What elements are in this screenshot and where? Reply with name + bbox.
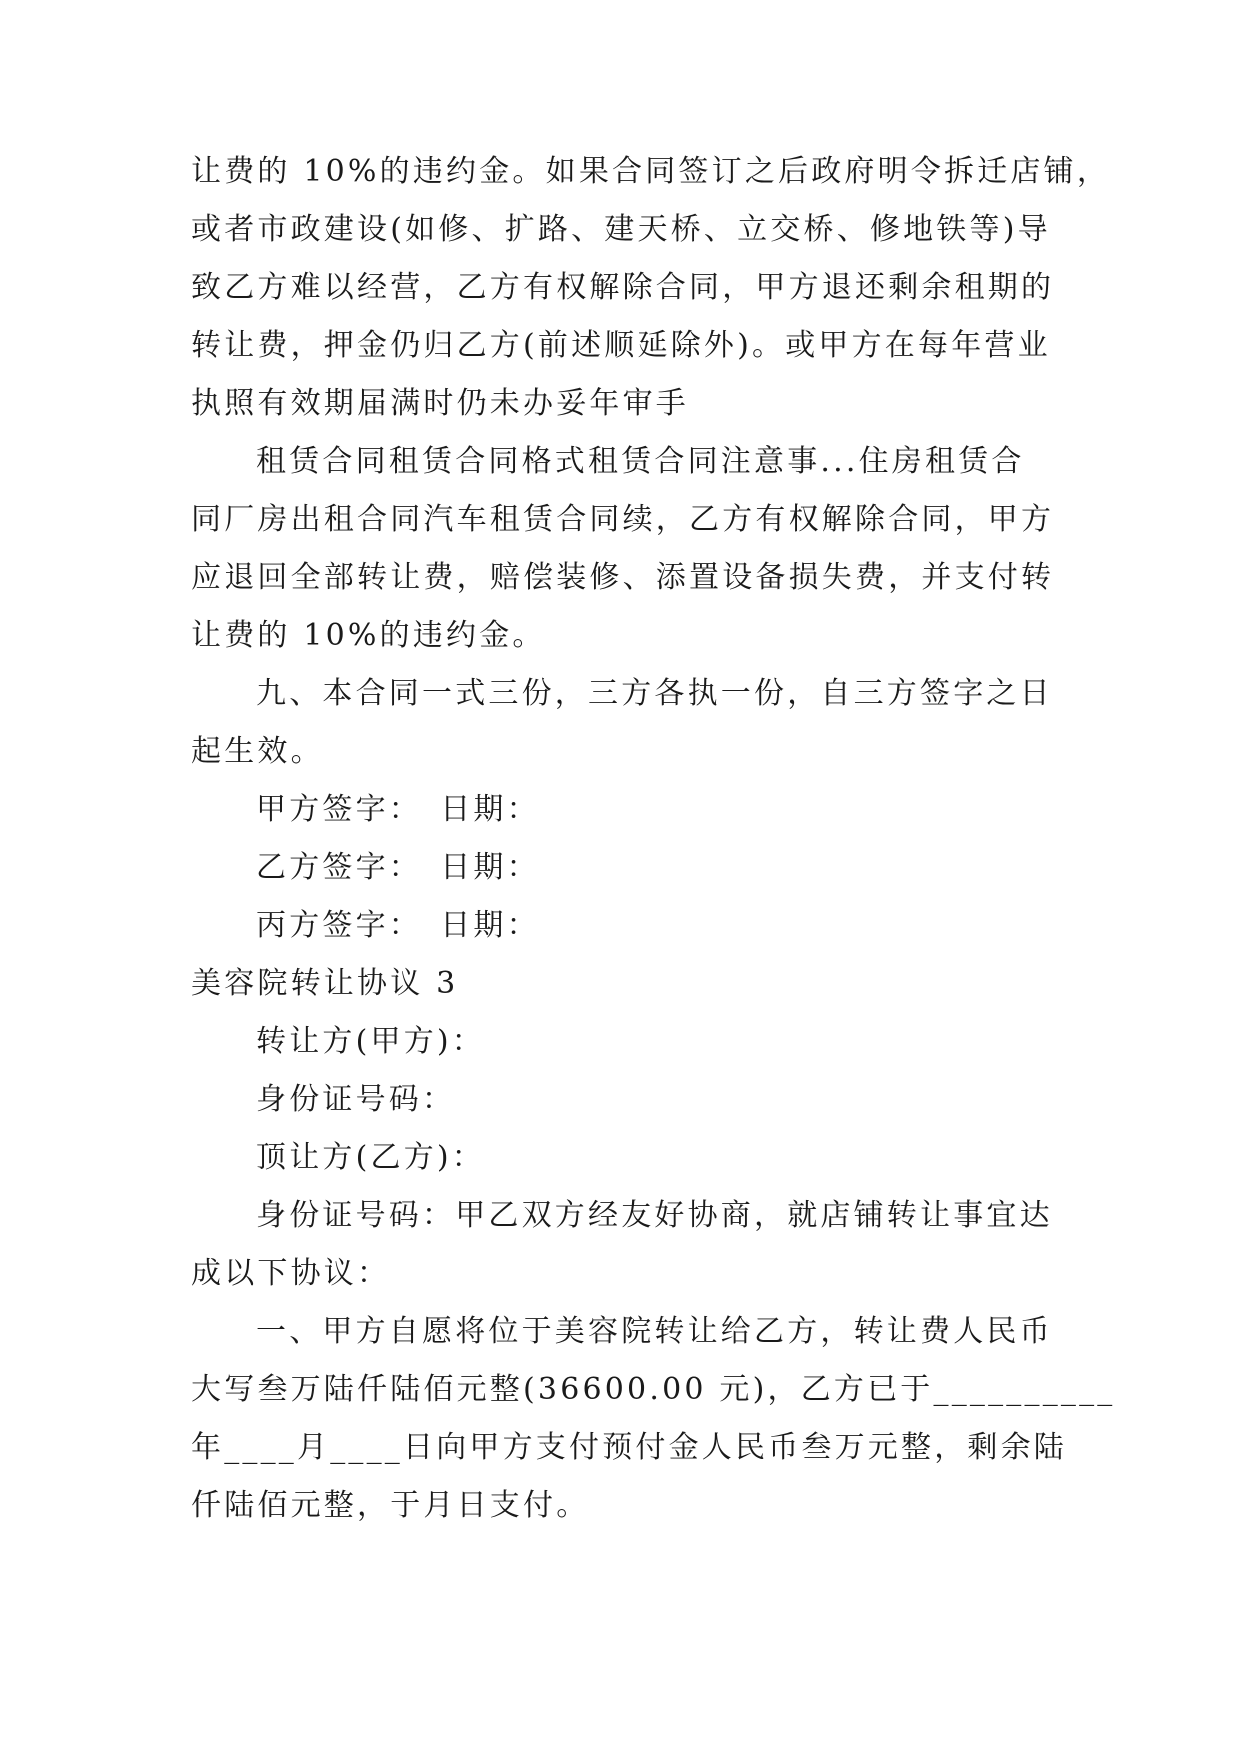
paragraph-line: 身份证号码：甲乙双方经友好协商，就店铺转让事宜达 <box>256 1198 1053 1233</box>
party-c-signature-line: 丙方签字： 日期： <box>256 908 540 943</box>
transferor-field: 转让方(甲方)： <box>256 1024 486 1059</box>
clause-one-line: 年____月____日向甲方支付预付金人民币叁万元整，剩余陆 <box>191 1430 1067 1465</box>
party-a-signature-line: 甲方签字： 日期： <box>256 792 540 827</box>
transferee-field: 顶让方(乙方)： <box>256 1140 486 1175</box>
section-heading: 美容院转让协议 3 <box>191 966 459 1001</box>
clause-one-line: 仟陆佰元整，于月日支付。 <box>191 1488 590 1523</box>
paragraph-line: 让费的 10%的违约金。如果合同签订之后政府明令拆迁店铺， <box>191 154 1111 189</box>
id-number-field: 身份证号码： <box>256 1082 456 1117</box>
paragraph-line: 成以下协议： <box>191 1256 391 1291</box>
party-b-signature-line: 乙方签字： 日期： <box>256 850 540 885</box>
paragraph-line: 执照有效期届满时仍未办妥年审手 <box>191 386 689 421</box>
clause-nine-line: 九、本合同一式三份，三方各执一份，自三方签字之日 <box>256 676 1053 711</box>
paragraph-line: 转让费，押金仍归乙方(前述顺延除外)。或甲方在每年营业 <box>191 328 1051 363</box>
clause-one-line: 大写叁万陆仟陆佰元整(36600.00 元)，乙方已于__________ <box>191 1372 1116 1407</box>
paragraph-line: 致乙方难以经营，乙方有权解除合同，甲方退还剩余租期的 <box>191 270 1055 305</box>
paragraph-line: 同厂房出租合同汽车租赁合同续，乙方有权解除合同，甲方 <box>191 502 1055 537</box>
paragraph-line: 让费的 10%的违约金。 <box>191 618 546 653</box>
clause-nine-line: 起生效。 <box>191 734 324 769</box>
clause-one-line: 一、甲方自愿将位于美容院转让给乙方，转让费人民币 <box>256 1314 1053 1349</box>
paragraph-line: 应退回全部转让费，赔偿装修、添置设备损失费，并支付转 <box>191 560 1055 595</box>
paragraph-line: 租赁合同租赁合同格式租赁合同注意事...住房租赁合 <box>256 444 1025 479</box>
paragraph-line: 或者市政建设(如修、扩路、建天桥、立交桥、修地铁等)导 <box>191 212 1051 247</box>
